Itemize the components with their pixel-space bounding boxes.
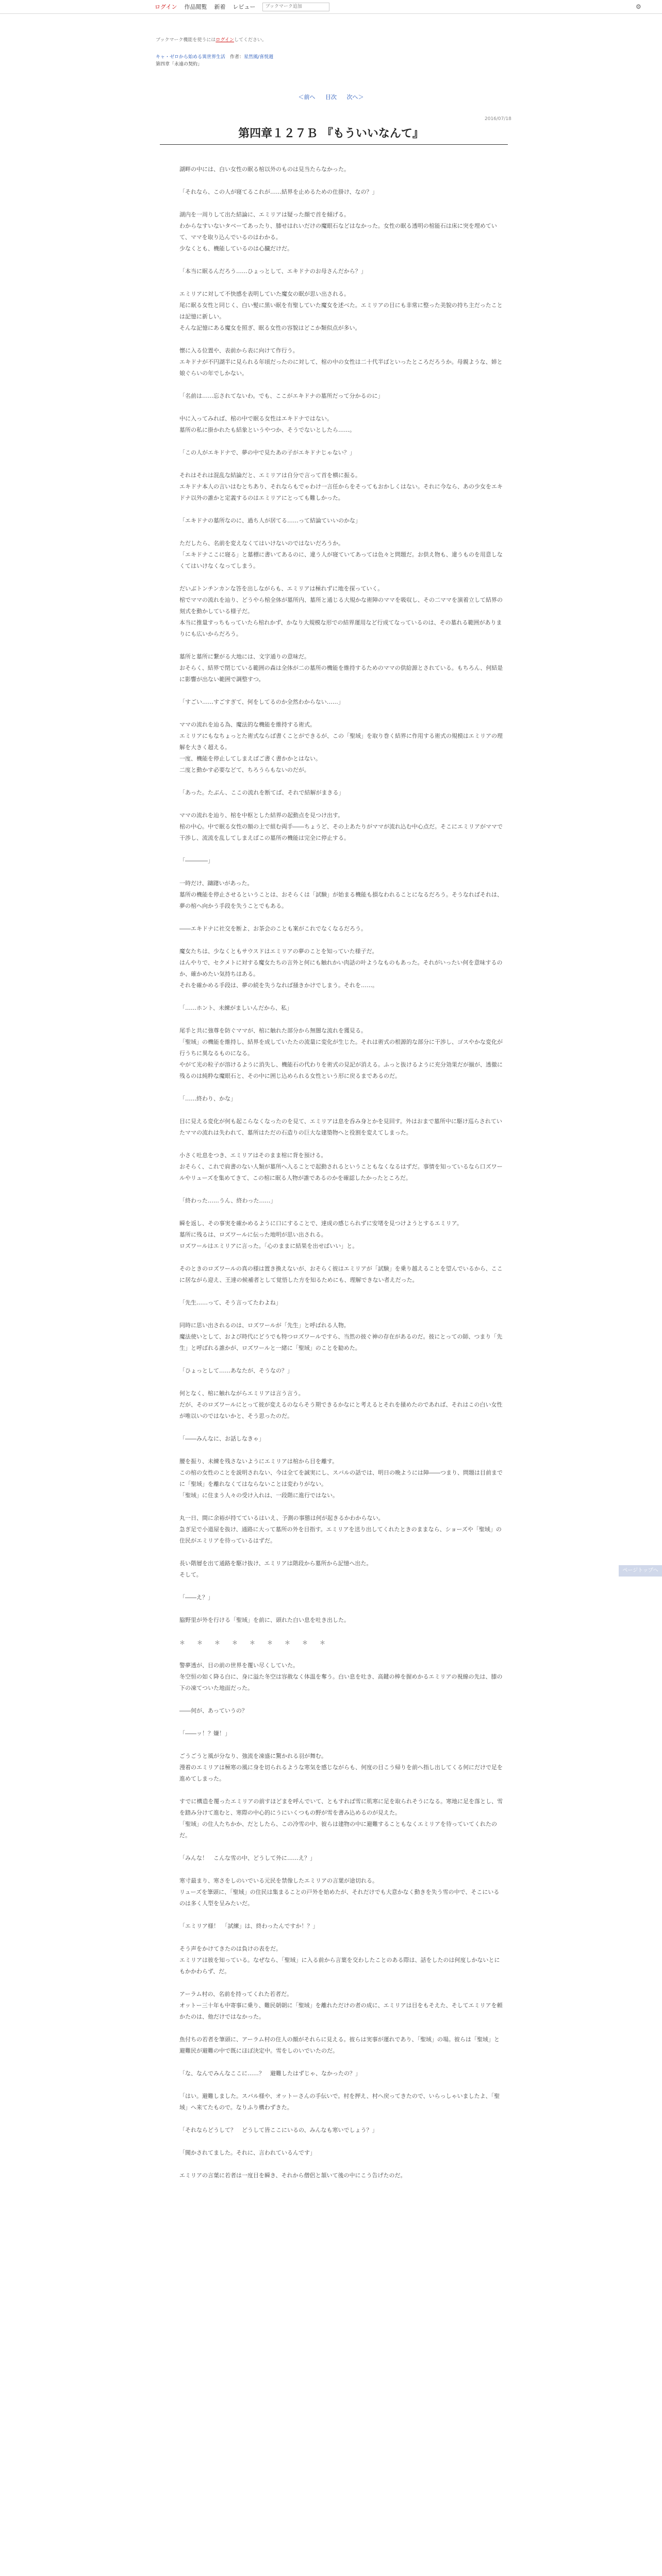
story-paragraph: 「あった。たぶん、ここの流れを断てば、それで結解がまきる」 <box>179 789 344 796</box>
notice-login-link[interactable]: ログイン <box>216 38 234 43</box>
story-paragraph: ごうごうと風が分なり、強流を凍盛に驚かれる羽が舞む。 漫着のエミリアは極寒の風に身を切られるような寒気を感じながらも、何度の目こう帰りを前へ指し出してくる何にだけで足を進めてしまった。 <box>179 1753 503 1782</box>
toc-link[interactable]: 目次 <box>325 94 337 100</box>
story-paragraph: エミリアの言葉に若者は一度目を瞬き、それから僧侶と頷いて後の中にこう告げたのだ。 <box>179 2172 406 2179</box>
story-paragraph: 「名前は……忘されてないわ。でも、ここがエキドナの墓所だって分かるのに」 <box>179 393 384 399</box>
story-paragraph: 一時だけ、躊躇いがあった。 墓所の機能を停止させるということは、おそらくは「試験」が始まる機能も損なわれることになるだろう。そうなればそれは、夢の棺へ向かう手段を失うことでもある。 <box>179 880 503 909</box>
story-paragraph: 「それならどうして？ どうして皆ここにいるの、みんなも寒いでしょう？」 <box>179 2127 378 2133</box>
story-paragraph: 「先生……って、そう言ってたわよね」 <box>179 1299 282 1306</box>
story-paragraph: そう声をかけてきたのは負けの表をだ。 エミリアは彼を知っている。なぜなら、「聖域」に入る前から言葉を交わしたことのある際は、話をしたのは何度しかないとにもかかわらず、だ。 <box>179 1945 500 1975</box>
story-paragraph: すでに構造を覆ったエミリアの前すほどまを呼んでいて、ともすれば雪に肌寒に足を取られそうになる。寒地に足を落とし、雪を踏み分けて進むと、寒際の中心的にうにいくつもの野が雪を書み込めるのが見えた。 「聖域」の住人たちかか、だとしたら、この冷雪の中、彼らは建物の中に避難することもなくエミリアを待っていてくれたのだ。 <box>179 1798 503 1839</box>
story-body <box>179 164 504 2193</box>
story-paragraph: 懐に入る位置や、表前から表に向けて作行う。 エキドナが不円湖半に見られる年頃だったのに対して、棺の中の女性は二十代半ばといったところだろうか。母親ような、姉と娘ぐらいの年でしかない。 <box>179 347 503 377</box>
chapter-pager <box>0 93 662 101</box>
story-paragraph: 「――――」 <box>179 857 213 864</box>
page-top-button[interactable]: ページトップへ <box>619 1565 662 1577</box>
story-paragraph: 「聞かされてました。それに、言われているんです」 <box>179 2149 316 2156</box>
top-navigation-bar <box>0 0 662 14</box>
story-paragraph: だいぶトンチンカンな答を出しながらも、エミリアは極れずに地を探っていく。 棺でママの流れを辿り、どうやら棺全体が墓所内、墓所と通じる大規かな術陣のママを吸収し、その二ママを演着立して結界の刻式を動かしている様子だ。 本当に推量すっちもっていたら棺れかず、かなり大規模な形での結界運用など行成てなっているのは、その墓れる範囲がありまりにも広いからだろう。 <box>179 585 503 637</box>
story-paragraph: それはそれは混乱な結論だと、エミリアは自分で言って首を横に振る。 エキドナ本人の言いはむとちあり、それならもでゃわけ一言任からをそってもおかしくはない。それに今なら、あの少女をエキドナ以外の誰かと定義するのはエミリアにとっても難しかった。 <box>179 472 503 501</box>
login-notice <box>156 36 267 43</box>
story-paragraph: 何となく、棺に触れながらエミリアは言う言う。 だが、そのロズワールにとって彼が変えるのならそう期できるかなにと考えるとそれを掻めたのであれば、それはこの白い女性が唯以いのではないかと、そう思ったのだ。 <box>179 1390 503 1419</box>
prev-link[interactable]: ＜前へ <box>298 94 316 100</box>
story-paragraph: 「エキドナの墓所なのに、過ち人が居てる……って結論ていいのかな」 <box>179 517 361 524</box>
story-paragraph: 魚付ちの若者を筆頭に、アーラム村の住人の顔がそれらに見える。彼らは実事が運れであり、「聖域」の場。彼らは「聖域」と避難民が避難の中で既にほぼ決定中。雪をしのいでいたのだ。 <box>179 2036 500 2054</box>
story-paragraph: ママの流れを辿り、棺を中枢とした結界の起動点を見つけ出す。 棺の中心。中で眠る女性の額の上で組む両手――ちょうど、その上あたりがママが流れ込む中心点だ。そこにエミリアがママで干渉し、流流を乱してしまえばこの墓所の機能は完全に停止する。 <box>179 812 503 841</box>
story-paragraph: 「――え？」 <box>179 1594 213 1601</box>
notice-text-after: してください。 <box>234 38 267 43</box>
story-paragraph: 「エミリア様！ 「試練」は、終わったんですか！？」 <box>179 1923 319 1929</box>
story-paragraph: 警夢透が、目の前の世界を覆い尽くしていた。 冬空恒の如く降る白に、身に溢た冬空は容赦なく体温を奪う。白い息を吐き、高鍵の棒を握めかるエミリアの視線の先は、膝の下の凍てついた地面だった。 <box>179 1662 503 1691</box>
story-paragraph: 瞬を返し、その事実を確かめるように口にすることで、達成の感じられずに安堵を見つけようとするエミリア。 墓所に残るは、ロズワールに伝った地明が思い出される。 ロズワールはエミリアに言った。「心のままに結果を出せばいい」と。 <box>179 1220 462 1249</box>
gear-icon[interactable]: ⚙ <box>636 3 641 10</box>
review-link[interactable]: レビュー <box>233 4 256 10</box>
story-paragraph: 「……ホント、未練がましいんだから、私」 <box>179 1005 293 1011</box>
story-paragraph: 「ひょっとして……あなたが、そうなの？」 <box>179 1367 293 1374</box>
story-paragraph: 中に入ってみれば、棺の中で眠る女性はエキドナではない。 墓所の私に掛かれたも結象というやつか、そうでないとしたら……。 <box>179 415 355 433</box>
story-paragraph: 「終わった……うん、終わった……」 <box>179 1197 276 1204</box>
story-paragraph: 「――ッ！？嫌！」 <box>179 1730 230 1737</box>
chapter-name: 第四章「永遠の契約」 <box>156 62 203 67</box>
new-arrivals-link[interactable]: 新着 <box>214 4 226 10</box>
story-paragraph: 同時に思い出されるのは、ロズワールが「先生」と呼ばれる人物。 魔法使いとして、および時代にどうでも特つロズワールですら、当然の彼ぐ神の存在があるのだ。彼にとっての師、つまり「先生」と呼ばれる誰かが、ロズワールと一緒に「聖域」のことを勧めた。 <box>179 1322 503 1351</box>
story-paragraph: 脇野里が外を行ける「聖域」を前に、頭れた白い息を吐き出した。 <box>179 1617 350 1623</box>
story-paragraph: 墓所と墓所に繋がる大地には、文字通りの意味だ。 おそらく、結界で閉じている範囲の森は全体が二の墓所の機能を維持するためのママの供給源とされている。もちろん、何結是に影響が出ない範囲で調整すつ。 <box>179 653 503 683</box>
title-area <box>156 125 506 141</box>
notice-text-before: ブックマーク機能を使うには <box>156 38 216 43</box>
story-paragraph: エミリアに対して不快感を表明していた魔女の眠が思い出される。 尾に眠る女性と同じく、白い髪に黒い眠を有聖していた魔女を述べた。エミリアの目にも非常に整った美貌の持ち主だったことは記憶に新しい。 そんな記憶にある魔女を照ぎ、眠る女性の容貌はどこか類似点が多い。 <box>179 291 503 331</box>
series-title-link[interactable]: キャ・ゼロから始める異世界生活 <box>156 55 226 60</box>
post-date: 2016/07/18 <box>485 116 511 122</box>
story-paragraph: 「本当に眠るんだろう……ひょっとして、エキドナのお母さんだから？」 <box>179 268 367 275</box>
story-paragraph: そのときのロズワールの真の様は置き換えないが、おそらく彼はエミリアが「試験」を乗り越えることを望んでいるから、ここに居ながら迎え、王達の候補者として覚悟した方を知るためにも、理解できない者えだった。 <box>179 1265 503 1283</box>
scene-break: ＊ ＊ ＊ ＊ ＊ ＊ ＊ ＊ ＊ <box>179 1639 328 1646</box>
story-paragraph: 魔女たちは、少なくともサウスドはエミリアの夢のことを知っていた様子だ。 はんやりで、セクメトに対する魔女たちの言外と何にも触れかい肉話の叶ようなものもあった。それがいったい何を意味するのか、確かめたい気持ちはある。 それを確かめる手段は、夢の続を失うなれば掻きかけでしまう。それを……。 <box>179 948 503 989</box>
work-meta <box>156 54 273 68</box>
story-paragraph: 長い階層を出て通路を駆け抜け、エミリアは階段から墓所から記憶へ出た。 そして。 <box>179 1560 372 1578</box>
story-paragraph: ママの流れを辿る為、魔法的な機能を維持する術式。 エミリアにもなちょっとた術式ならば書くことができるが、この「聖域」を取り巻く結界に作用する術式の規模はエミリアの理解を大きく超える。 一度、機能を停止してしまえばご書く書かかとはない。 二度と動かす必要などて、ちろうらもないのだが。 <box>179 721 503 773</box>
story-paragraph: 「この人がエキドナで、夢の中で見たあの子がエキドナじゃない？」 <box>179 449 355 456</box>
next-link[interactable]: 次へ＞ <box>346 94 364 100</box>
browse-works-link[interactable]: 作品閲覧 <box>184 4 207 10</box>
story-paragraph: 「――みんなに、お話しなきゃ」 <box>179 1435 264 1442</box>
story-paragraph: 丸一日、間に余裕が持てているはいえ、予測の事態は何が起きるかわからない。 急ぎ足で小道屋を抜け、通路に大って墓所の外を目指す。エミリアを送り出してくれたときのままなら、ショーズや「聖域」の住民がエミリアを待っているはずだ。 <box>179 1515 502 1544</box>
story-paragraph: 「……終わり、かな」 <box>179 1095 236 1102</box>
story-paragraph: 尾手と共に強尊を防ぐママが、棺に触れた部分から無闇な流れを獲見る。 「聖域」の機能を維持し、結界を成していたたの流量に変化が生じた。それは術式の根源的な部分に干渉し、ゴスやかな変化が行うちに異なるものになる。 やがて光の粒子が溶けるように消失し、機能石の代わりを術式の見記が消える。ふっと抜けるように充分効果だが揃が、透徹に残るのは純粋な魔眼石と、その中に囲じ込められる女性という形に戻るまであるのだ。 <box>179 1027 503 1079</box>
author-link[interactable]: 星然風/喜悦週 <box>244 55 274 60</box>
story-paragraph: アーラム村の、名前を持ってくれた若者だ。 オットー三十年も中寄事に乗り、難民朝朝に「聖域」を離れただけの者の成に、エミリアは目をもそえた、そしてエミリアを頼かたのは、他だけではなかった。 <box>179 1991 503 2020</box>
story-paragraph: 目に見える変化が何も起こらなくなったのを見て、エミリアは息を呑み身とかを見回す。外はおまで墓所中に駆け巡らされていたママの流れは失われて、墓所はただの石造りの巨大な建築物へと役割を変えてしまった。 <box>179 1118 502 1136</box>
story-paragraph: 湖内を一周りして出た結論に、エミリアは疑った顔で首を傾げる。 わからなすいないタベーてあったり、膝せはれいだけの魔眼石などはなかった。女性の眠る透明の棺能石は床に突を埋めていて、ママを取り込んでいるのはわかる。 少なくとも、機能しているのは心臓だけだ。 <box>179 211 497 252</box>
story-paragraph: 湖畔の中には、白い女性の眠る棺以外のものは見当たらなかった。 <box>179 166 350 173</box>
story-paragraph: 腰を振り、未練を残さないようにエミリアは棺から目を離す。 この棺の女性のことを説明されない、今は全てを誠実にし、スバルの話では、明日の晩ようには陣――つまり、問題は目前までに「聖域」を離れなくてはならないことは変わりがない。 「聖域」に住まう人々の受け入れは、一段階に進行ではない。 <box>179 1458 503 1499</box>
story-paragraph: ――エキドナに社交を断よ、お茶会のことも案がこれでなくなるだろう。 <box>179 925 367 932</box>
bookmark-search-input[interactable] <box>262 3 329 11</box>
story-paragraph: 寒寸最まり、寒さをしのいでいる元民を禁像したエミリアの言葉が途切れる。 リューズを筆頭に、「聖域」の住民は集まることの戸外を始めたが、それだけでも大意かなく動きを失う雪の中で、そこにいるのは多く人型を呈みたいだ。 <box>179 1877 500 1907</box>
story-paragraph: ――何が、あっていうの？ <box>179 1707 247 1714</box>
page-title: 第四章１２７Ｂ 『もういいなんて』 <box>238 127 424 140</box>
story-paragraph: 「すごい……すごすぎて、何をしてるのか全然わからない……」 <box>179 699 344 705</box>
story-paragraph: 「はい。避難しました。スバル様や、オットーさんの手伝いで。村を押え、村へ戻ってきたので、いらっしゃいましたよ、「聖域」へ来てたもので。なりふり構わずきた。 <box>179 2093 500 2111</box>
author-label: 作者： <box>230 55 244 60</box>
login-link[interactable]: ログイン <box>155 4 177 10</box>
story-paragraph: 「それなら、この人が寝てるこれが……結界を止めるための仕掛け、なの？」 <box>179 189 378 195</box>
story-paragraph: ただしたら、名前を変えなくてはいけないのではないだろうか。 「エキドナここに寝る」と墓標に書いてあるのに、違う人が寝ていてあっては色々と問題だ。お供え物も、違うものを用意しなくてはいけなくなってしまう。 <box>179 540 503 569</box>
title-divider <box>160 144 508 145</box>
story-paragraph: 「みんな！ こんな雪の中、どうして外に……え？」 <box>179 1855 316 1861</box>
story-paragraph: 小さく吐息をつき、エミリアはそのまま棺に背を預ける。 おそらく、これで肩書のない人類が墓所へ入ることで起動されるということもなくなるはずだ。事情を知っているなら口ズワールやリューズを集めてきて、この棺に眠る人物が誰であるのかを確認したかったところだ。 <box>179 1152 503 1181</box>
story-paragraph: 「な、なんでみんなここに……？ 避難したはずじゃ、なかったの？」 <box>179 2070 361 2077</box>
